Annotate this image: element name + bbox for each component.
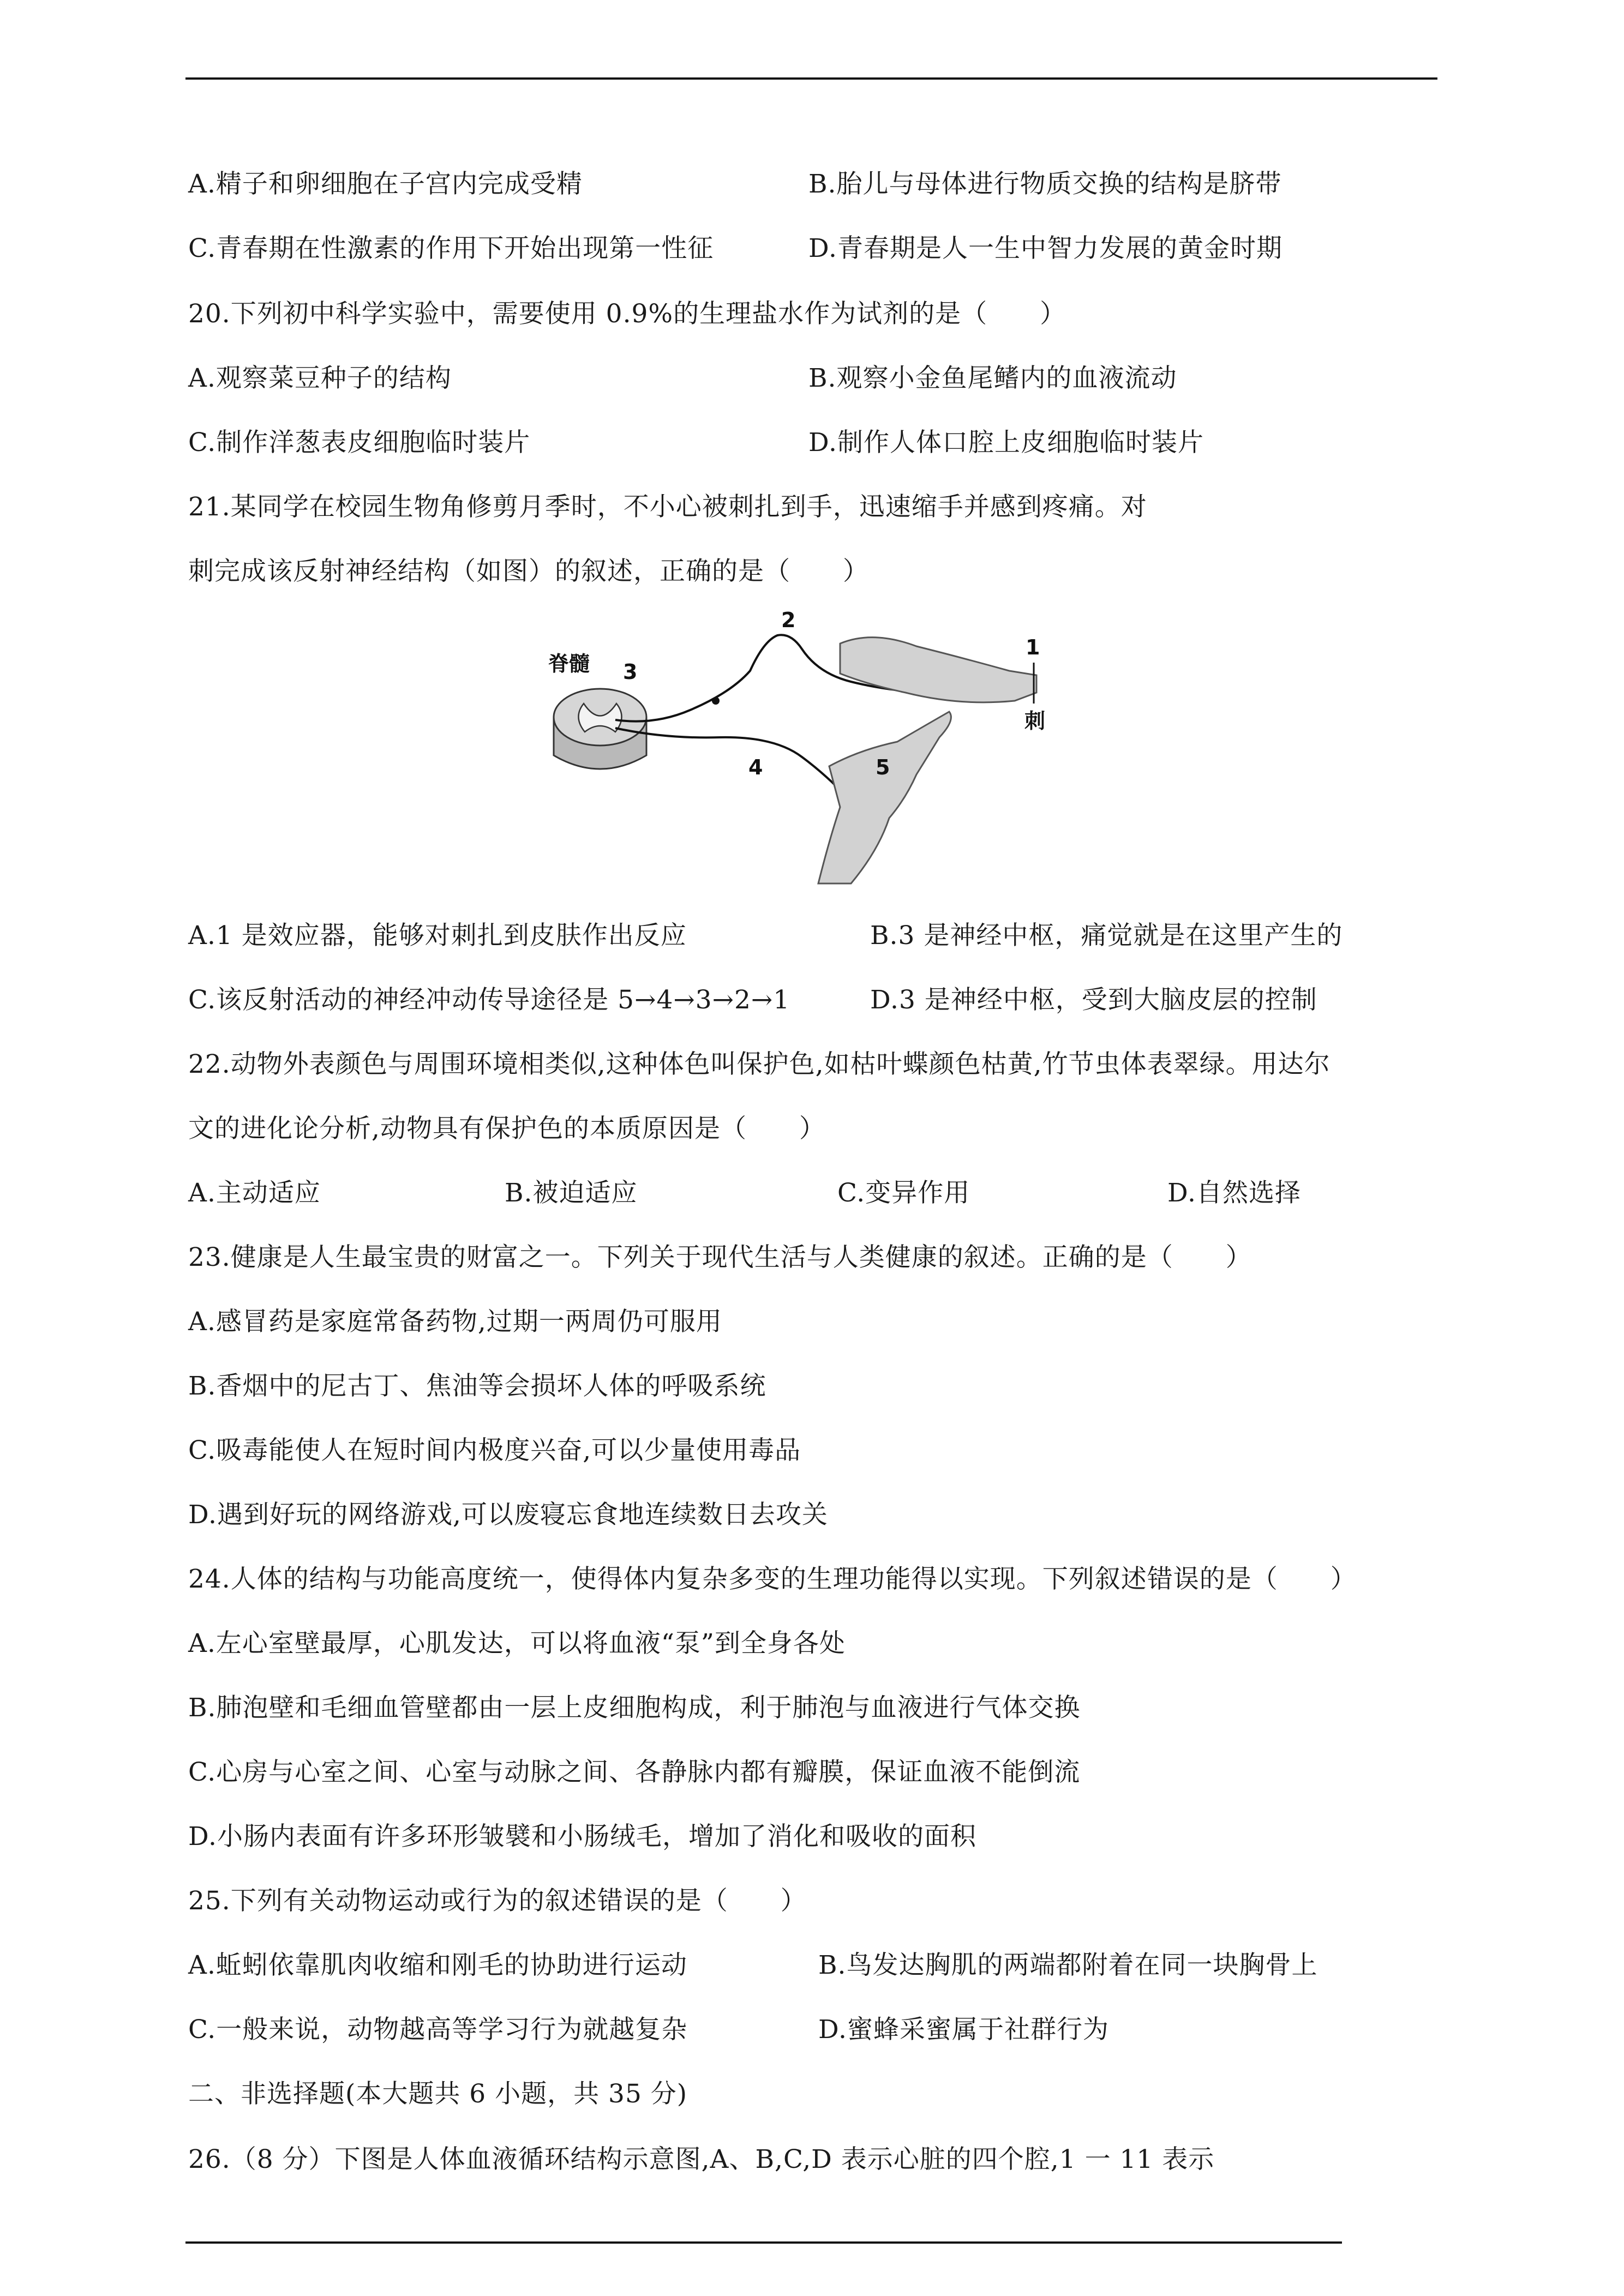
label-thorn: 刺 bbox=[1024, 709, 1046, 733]
q20-option-d: D.制作人体口腔上皮细胞临时装片 bbox=[808, 428, 1204, 458]
q23-option-a: A.感冒药是家庭常备药物,过期一两周仍可服用 bbox=[188, 1307, 722, 1337]
q20-option-a: A.观察菜豆种子的结构 bbox=[188, 363, 452, 393]
upper-arm-shape bbox=[840, 638, 1036, 702]
q25-option-b: B.鸟发达胸肌的两端都附着在同一块胸骨上 bbox=[818, 1950, 1318, 1980]
section-heading: 二、非选择题(本大题共 6 小题，共 35 分) bbox=[188, 2079, 688, 2109]
q21-stem-line2: 刺完成该反射神经结构（如图）的叙述，正确的是（ ） bbox=[188, 556, 869, 586]
q20-stem: 20.下列初中科学实验中，需要使用 0.9%的生理盐水作为试剂的是（ ） bbox=[188, 299, 1066, 329]
q23-option-d: D.遇到好玩的网络游戏,可以废寝忘食地连续数日去攻关 bbox=[188, 1500, 828, 1530]
label-2: 2 bbox=[781, 611, 796, 632]
ganglion-dot bbox=[712, 697, 720, 705]
label-3: 3 bbox=[623, 660, 638, 684]
q21-option-c: C.该反射活动的神经冲动传导途径是 5→4→3→2→1 bbox=[188, 985, 790, 1015]
q24-option-a: A.左心室壁最厚，心肌发达，可以将血液“泵”到全身各处 bbox=[188, 1628, 846, 1658]
q25-option-d: D.蜜蜂采蜜属于社群行为 bbox=[818, 2015, 1109, 2045]
q20-option-b: B.观察小金鱼尾鳍内的血液流动 bbox=[808, 363, 1177, 393]
lower-arm-shape bbox=[818, 712, 951, 883]
q26-stem: 26.（8 分）下图是人体血液循环结构示意图,A、B,C,D 表示心脏的四个腔,1 一 11 表示 bbox=[188, 2144, 1215, 2174]
spinal-cord-section bbox=[554, 689, 646, 769]
q22-option-c: C.变异作用 bbox=[837, 1178, 970, 1208]
q21-stem-line1: 21.某同学在校园生物角修剪月季时，不小心被刺扎到手，迅速缩手并感到疼痛。对 bbox=[188, 492, 1147, 522]
label-5: 5 bbox=[876, 755, 890, 779]
q23-option-c: C.吸毒能使人在短时间内极度兴奋,可以少量使用毒品 bbox=[188, 1435, 801, 1465]
q24-option-d: D.小肠内表面有许多环形皱襞和小肠绒毛，增加了消化和吸收的面积 bbox=[188, 1822, 976, 1852]
q19-option-a: A.精子和卵细胞在子宫内完成受精 bbox=[188, 169, 583, 199]
q21-option-a: A.1 是效应器，能够对刺扎到皮肤作出反应 bbox=[188, 921, 687, 951]
q19-option-d: D.青春期是人一生中智力发展的黄金时期 bbox=[808, 233, 1283, 263]
q19-option-b: B.胎儿与母体进行物质交换的结构是脐带 bbox=[808, 169, 1282, 199]
label-spinal-cord: 脊髓 bbox=[548, 652, 590, 676]
q25-option-a: A.蚯蚓依靠肌肉收缩和刚毛的协助进行运动 bbox=[188, 1950, 687, 1980]
reflex-arc-diagram bbox=[546, 611, 1069, 894]
q22-option-d: D.自然选择 bbox=[1167, 1178, 1301, 1208]
q21-option-b: B.3 是神经中枢，痛觉就是在这里产生的 bbox=[870, 921, 1343, 951]
q23-option-b: B.香烟中的尼古丁、焦油等会损坏人体的呼吸系统 bbox=[188, 1371, 766, 1401]
q22-stem-line2: 文的进化论分析,动物具有保护色的本质原因是（ ） bbox=[188, 1114, 825, 1144]
q22-stem-line1: 22.动物外表颜色与周围环境相类似,这种体色叫保护色,如枯叶蝶颜色枯黄,竹节虫体表翠绿。用达尔 bbox=[188, 1049, 1331, 1079]
q23-stem: 23.健康是人生最宝贵的财富之一。下列关于现代生活与人类健康的叙述。正确的是（ ） bbox=[188, 1242, 1252, 1272]
q25-option-c: C.一般来说，动物越高等学习行为就越复杂 bbox=[188, 2015, 688, 2045]
label-4: 4 bbox=[748, 755, 763, 779]
q22-option-b: B.被迫适应 bbox=[505, 1178, 638, 1208]
top-rule bbox=[185, 77, 1437, 80]
q19-option-c: C.青春期在性激素的作用下开始出现第一性征 bbox=[188, 233, 714, 263]
motor-nerve-path bbox=[615, 728, 854, 804]
q24-stem: 24.人体的结构与功能高度统一，使得体内复杂多变的生理功能得以实现。下列叙述错误的是（ ） bbox=[188, 1564, 1357, 1594]
q25-stem: 25.下列有关动物运动或行为的叙述错误的是（ ） bbox=[188, 1886, 807, 1916]
q20-option-c: C.制作洋葱表皮细胞临时装片 bbox=[188, 428, 531, 458]
label-1: 1 bbox=[1026, 635, 1040, 659]
q21-option-d: D.3 是神经中枢，受到大脑皮层的控制 bbox=[870, 985, 1317, 1015]
q24-option-c: C.心房与心室之间、心室与动脉之间、各静脉内都有瓣膜，保证血液不能倒流 bbox=[188, 1757, 1081, 1787]
q22-option-a: A.主动适应 bbox=[188, 1178, 321, 1208]
bottom-rule bbox=[185, 2241, 1342, 2244]
q24-option-b: B.肺泡壁和毛细血管壁都由一层上皮细胞构成，利于肺泡与血液进行气体交换 bbox=[188, 1693, 1081, 1723]
